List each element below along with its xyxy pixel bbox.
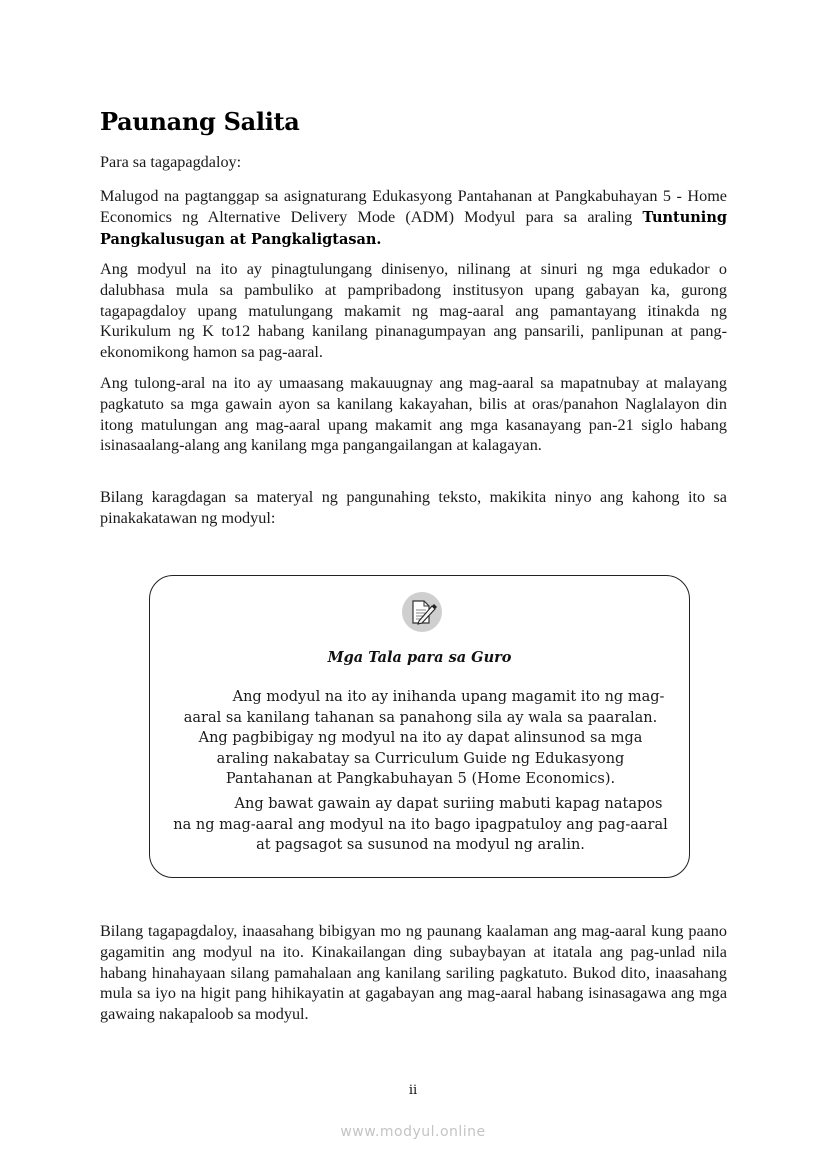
tulong-aral-paragraph: Ang tulong-aral na ito ay umaasang makauugnay ang mag-aaral sa mapatnubay at malayang pagkatuto sa mga gawain ayon sa kanilang kakayahan, bilis at oras/panahon Naglalayon din itong matulungan ang mag-aaral upang makamit ang mga kasanayang pan-21 siglo habang isinasaalang-alang ang kanilang mga pangangailangan at kalagayan.: [100, 374, 727, 455]
page-number: ii: [408, 1083, 418, 1098]
welcome-paragraph: [100, 186, 727, 250]
notes-line: Ang bawat gawain ay dapat suriing mabuti kapag natapos: [234, 796, 663, 812]
notes-line: na ng mag-aaral ang modyul na ito bago ipagpatuloy ang pag-aaral: [173, 816, 668, 833]
notes-paragraph-1: [162, 687, 679, 790]
notes-line: Pantahanan at Pangkabuhayan 5 (Home Economics).: [225, 771, 616, 787]
watermark-text: www.modyul.online: [340, 1124, 486, 1140]
notes-line: Ang pagbibigay ng modyul na ito ay dapat alinsunod sa mga: [198, 730, 643, 746]
notes-line: aaral sa kanilang tahanan sa panahong sila ay wala sa paaralan.: [183, 709, 658, 726]
facilitator-paragraph: Bilang tagapagdaloy, inaasahang bibigyan mo ng paunang kaalaman ang mag-aaral kung paano gagamitin ang modyul na ito. Kinakailangan ding subaybayan at itatala ang pag-unlad nila habang hinahayaan silang pamahalaan ang kanilang sariling pagkatuto. Bukod dito, inaasahang mula sa iyo na higit pang hihikayatin at gagabayan ang mag-aaral habang isinasagawa ang mga gawaing nakapaloob sa modyul.: [100, 922, 727, 1024]
notes-paragraph-2: [162, 794, 679, 856]
teacher-notes-box: [149, 575, 690, 878]
module-paragraph: Ang modyul na ito ay pinagtulungang dinisenyo, nilinang at sinuri ng mga edukador o dalubhasa mula sa pambuliko at pampribadong institusyon upang gabayan ka, gurong tagapagdaloy upang matulungang makamit ng mag-aaral ang pamantayang itinakda ng Kurikulum ng K to12 habang kanilang pinanagumpayan ang pansarili, panlipunan at pang-ekonomikong hamon sa pag-aaral.: [100, 260, 727, 362]
notepad-pencil-icon: [402, 592, 442, 632]
notes-line: Ang modyul na ito ay inihanda upang magamit ito ng mag-: [232, 689, 665, 705]
notes-title: Mga Tala para sa Guro: [327, 649, 512, 666]
notes-line: at pagsagot sa susunod na modyul ng aralin.: [256, 837, 585, 853]
page-title: Paunang Salita: [100, 107, 300, 136]
welcome-text: Malugod na pagtanggap sa asignaturang Edukasyong Pantahanan at Pangkabuhayan 5 - Home Economics ng Alternative Delivery Mode (ADM) Modyul para sa araling: [100, 187, 727, 226]
notes-line: araling nakabatay sa Curriculum Guide ng Edukasyong: [216, 750, 625, 767]
supplement-paragraph: Bilang karagdagan sa materyal ng pangunahing teksto, makikita ninyo ang kahong ito sa pinakakatawan ng modyul:: [100, 488, 727, 527]
greeting-text: Para sa tagapagdaloy:: [100, 153, 242, 171]
lesson-title-bold: Tuntuning Pangkalusugan at Pangkaligtasan.: [100, 208, 727, 248]
